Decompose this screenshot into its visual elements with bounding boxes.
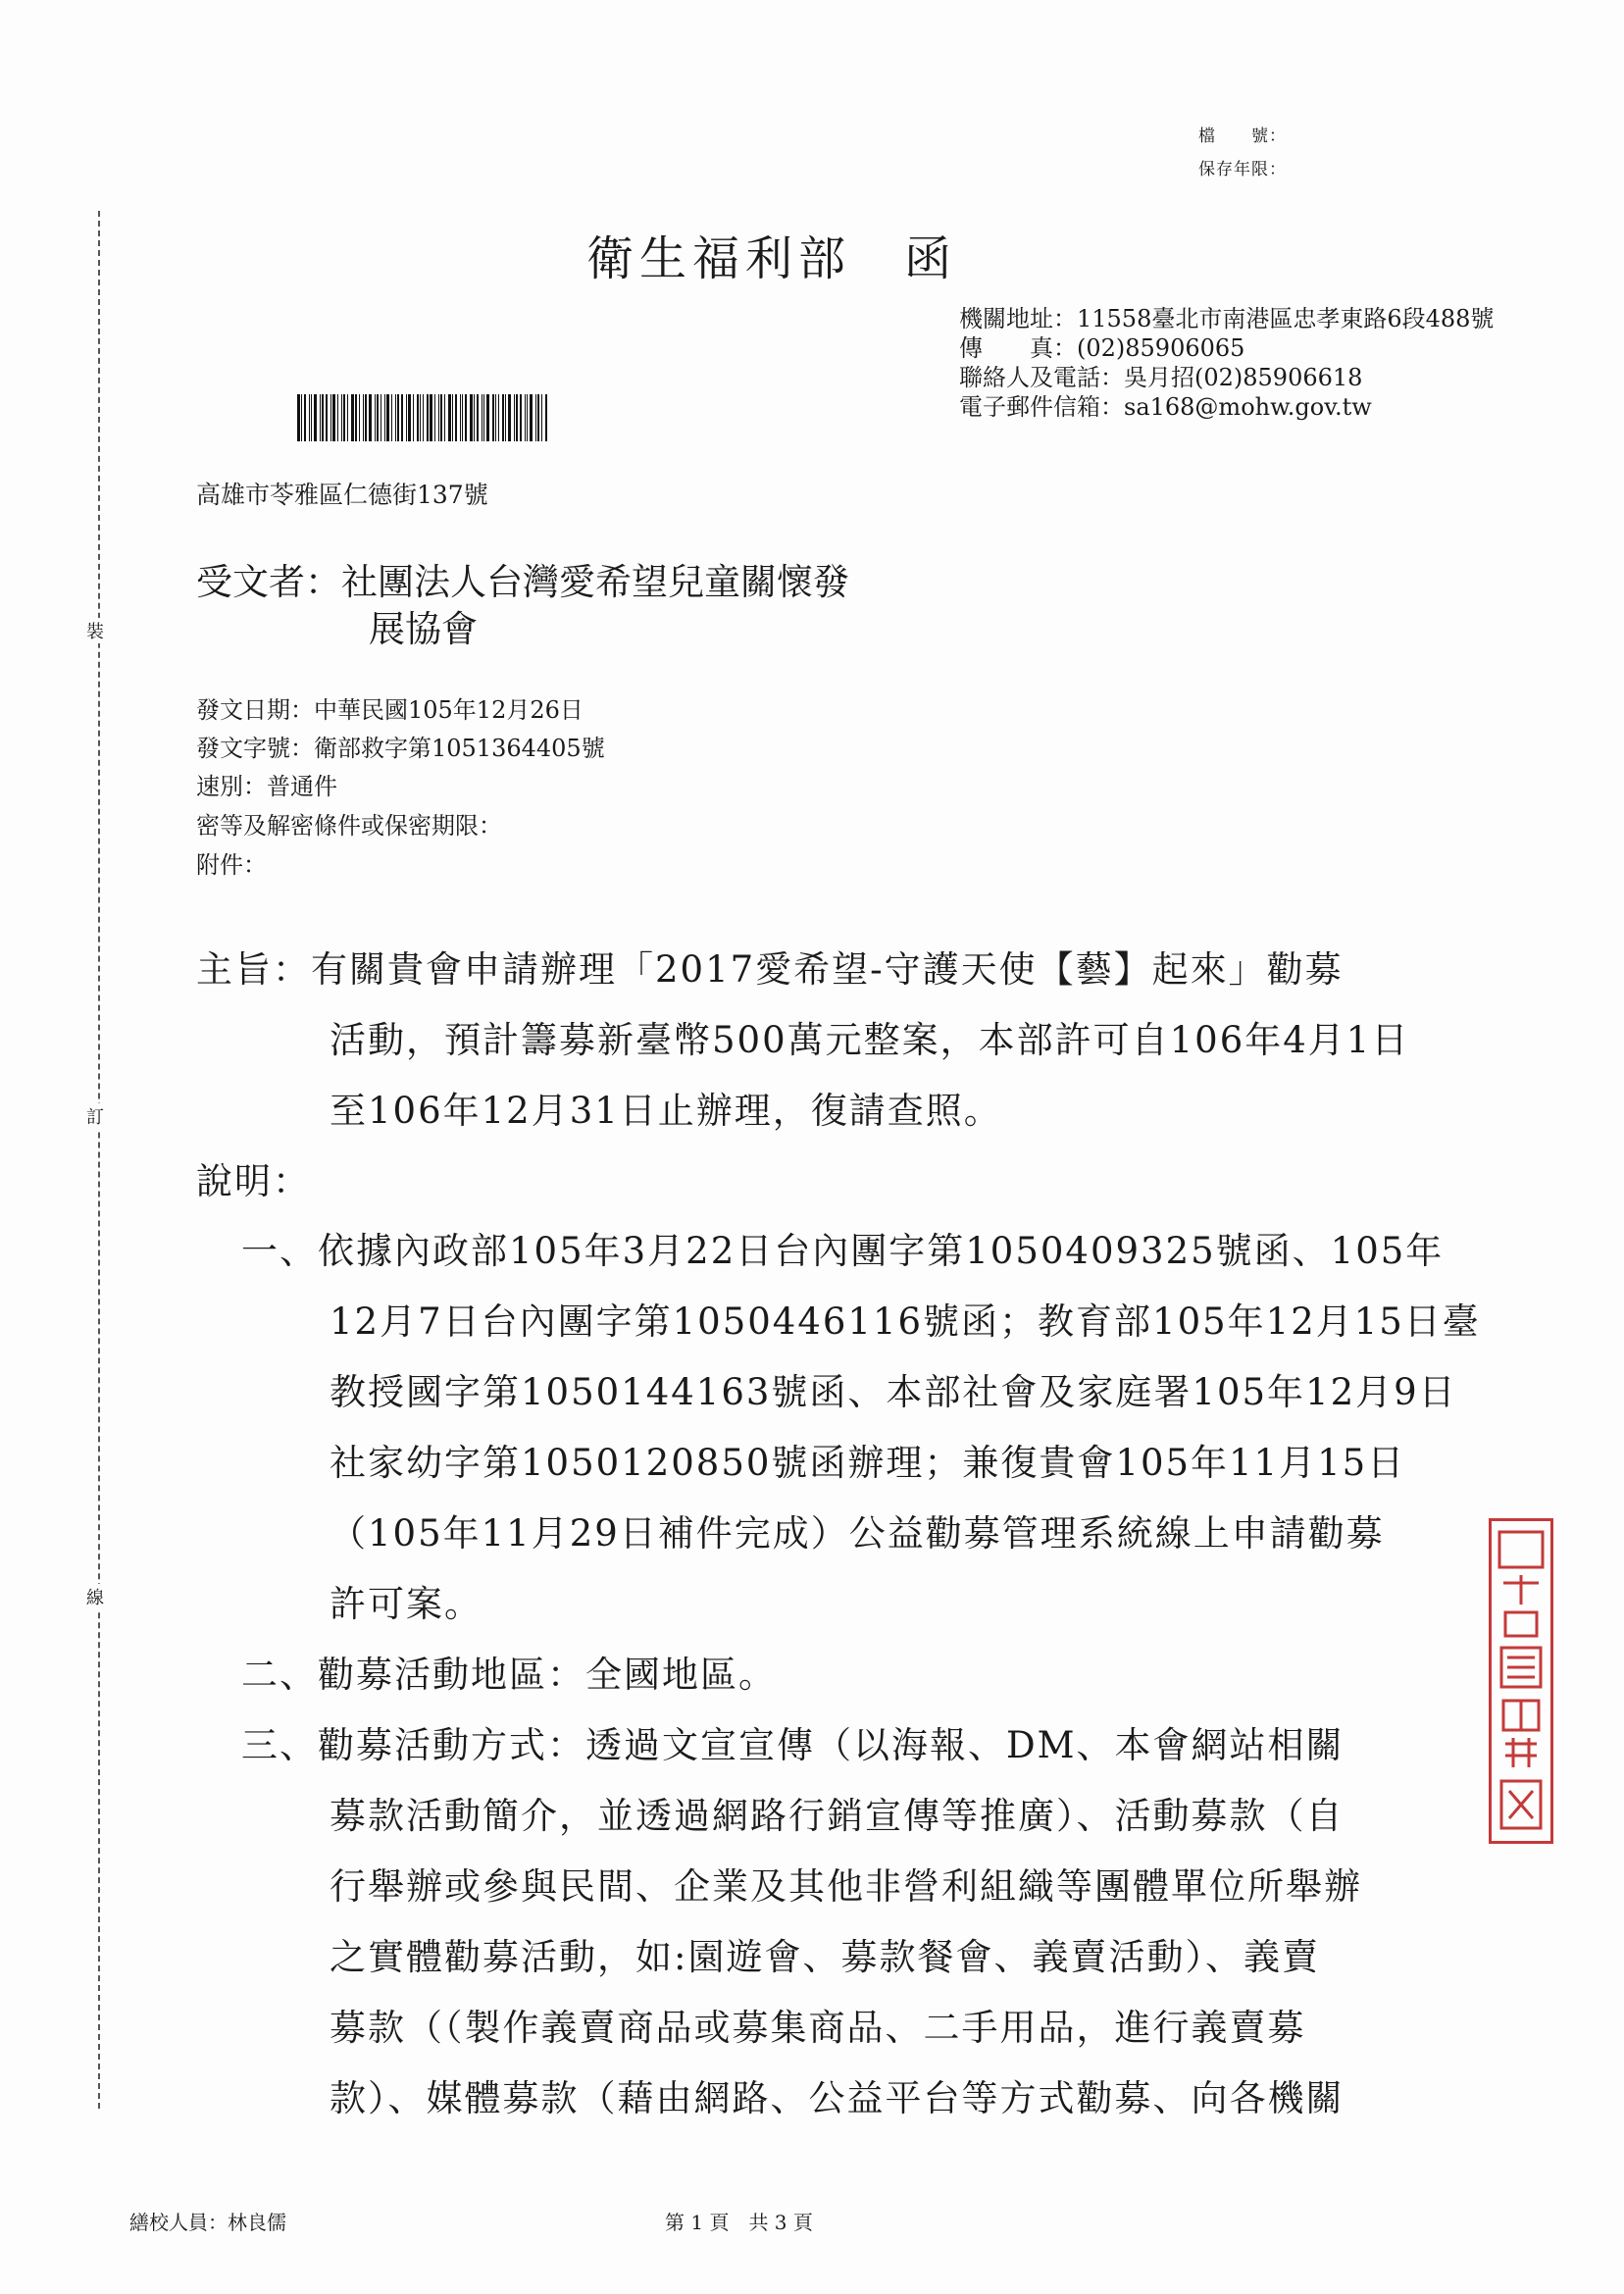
- agency-address: 機關地址：11558臺北市南港區忠孝東路6段488號: [959, 305, 1495, 332]
- barcode-bar: [470, 394, 473, 441]
- barcode-bar: [514, 394, 515, 441]
- barcode-bar: [384, 394, 385, 441]
- barcode-bar: [332, 394, 335, 441]
- barcode-bar: [438, 394, 439, 441]
- barcode-bar: [347, 394, 348, 441]
- barcode-bar: [527, 394, 528, 441]
- barcode-bar: [508, 394, 511, 441]
- barcode-bar: [341, 394, 342, 441]
- document-number: 發文字號：衛部救字第1051364405號: [196, 735, 605, 762]
- barcode-bar: [495, 394, 496, 441]
- issue-date: 發文日期：中華民國105年12月26日: [196, 696, 584, 724]
- retention-period-label: 保存年限：: [1198, 160, 1287, 179]
- barcode-bar: [525, 394, 526, 441]
- item-3-line: 行舉辦或參與民間、企業及其他非營利組織等團體單位所舉辦: [330, 1865, 1362, 1908]
- barcode-bar: [330, 394, 331, 441]
- barcode-bar: [417, 394, 419, 441]
- barcode-bar: [363, 394, 364, 441]
- barcode: [297, 394, 574, 441]
- item-1-line: 許可案。: [330, 1583, 482, 1625]
- item-3-line: 之實體勸募活動，如:園遊會、募款餐會、義賣活動）、義賣: [330, 1936, 1320, 1978]
- item-3-line: 募款活動簡介，並透過網路行銷宣傳等推廣）、活動募款（自: [330, 1795, 1345, 1837]
- item-2-line: 二、勸募活動地區：全國地區。: [241, 1654, 777, 1696]
- barcode-bar: [355, 394, 357, 441]
- binding-mark-xian: 線: [86, 1584, 104, 1609]
- contact-email: 電子郵件信箱：sa168@mohw.gov.tw: [959, 393, 1372, 421]
- page-indicator: 第 1 頁 共 3 頁: [665, 2211, 813, 2234]
- barcode-bar: [375, 394, 376, 441]
- recipient-address: 高雄市苓雅區仁德街137號: [196, 481, 488, 509]
- barcode-bar: [486, 394, 489, 441]
- barcode-bar: [516, 394, 518, 441]
- barcode-bar: [460, 394, 461, 441]
- barcode-bar: [386, 394, 389, 441]
- secrecy-level: 密等及解密條件或保密期限：: [196, 812, 502, 840]
- explanation-label: 說明：: [196, 1160, 311, 1202]
- barcode-bar: [541, 394, 542, 441]
- barcode-bar: [537, 394, 539, 441]
- barcode-bar: [465, 394, 467, 441]
- barcode-bar: [369, 394, 372, 441]
- barcode-bar: [297, 394, 300, 441]
- subject-line: 活動，預計籌募新臺幣500萬元整案，本部許可自106年4月1日: [330, 1019, 1410, 1061]
- recipient: [196, 559, 849, 653]
- barcode-bar: [314, 394, 317, 441]
- barcode-bar: [337, 394, 338, 441]
- binding-mark-ding: 訂: [86, 1103, 104, 1129]
- barcode-bar: [359, 394, 360, 441]
- barcode-bar: [320, 394, 321, 441]
- file-number-label: 檔 號：: [1198, 127, 1287, 146]
- item-3-line: 募款（（製作義賣商品或募集商品、二手用品，進行義賣募: [330, 2007, 1306, 2049]
- barcode-bar: [311, 394, 312, 441]
- subject-line: 至106年12月31日止辦理，復請查照。: [330, 1090, 1002, 1132]
- barcode-bar: [462, 394, 463, 441]
- barcode-bar: [505, 394, 506, 441]
- barcode-bar: [304, 394, 306, 441]
- item-3-line: 款）、媒體募款（藉由網路、公益平台等方式勸募、向各機關: [330, 2077, 1345, 2119]
- recipient-line: 受文者：社團法人台灣愛希望兒童關懷發: [196, 561, 849, 603]
- barcode-bar: [377, 394, 379, 441]
- barcode-bar: [408, 394, 411, 441]
- subject-line: 主旨：有關貴會申請辦理「2017愛希望-守護天使【藝】起來」勸募: [196, 948, 1344, 991]
- barcode-bar: [477, 394, 479, 441]
- item-3-line: 三、勸募活動方式：透過文宣宣傳（以海報、DM、本會網站相關: [241, 1724, 1345, 1766]
- barcode-bar: [365, 394, 367, 441]
- barcode-bar: [343, 394, 345, 441]
- agency-fax: 傳 真：(02)85906065: [959, 334, 1245, 362]
- barcode-bar: [434, 394, 435, 441]
- barcode-bar: [395, 394, 396, 441]
- barcode-bar: [413, 394, 414, 441]
- barcode-bar: [455, 394, 457, 441]
- barcode-bar: [498, 394, 499, 441]
- barcode-bar: [401, 394, 403, 441]
- barcode-bar: [423, 394, 424, 441]
- barcode-bar: [351, 394, 354, 441]
- barcode-bar: [535, 394, 536, 441]
- barcode-bar: [430, 394, 432, 441]
- barcode-bar: [391, 394, 392, 441]
- barcode-bar: [322, 394, 324, 441]
- item-1-line: （105年11月29日補件完成）公益勸募管理系統線上申請勸募: [330, 1512, 1385, 1555]
- barcode-bar: [492, 394, 494, 441]
- barcode-bar: [326, 394, 328, 441]
- item-1-line: 一、依據內政部105年3月22日台內團字第1050409325號函、105年: [241, 1230, 1445, 1272]
- barcode-bar: [440, 394, 442, 441]
- barcode-bar: [420, 394, 421, 441]
- contact-person: 聯絡人及電話：吳月招(02)85906618: [959, 364, 1363, 391]
- barcode-bar: [545, 394, 547, 441]
- barcode-bar: [502, 394, 504, 441]
- attachment: 附件：: [196, 851, 267, 879]
- proofreader: 繕校人員：林良儒: [129, 2211, 286, 2234]
- barcode-bar: [406, 394, 407, 441]
- barcode-bar: [309, 394, 310, 441]
- binding-line: [98, 211, 100, 2109]
- delivery-speed: 速別：普通件: [196, 773, 337, 800]
- binding-mark-zhuang: 裝: [86, 618, 104, 643]
- barcode-bar: [520, 394, 522, 441]
- barcode-bar: [530, 394, 533, 441]
- seal-pattern-icon: [1494, 1524, 1548, 1838]
- document-title: 衛生福利部 函: [586, 231, 958, 286]
- item-1-line: 教授國字第1050144163號函、本部社會及家庭署105年12月9日: [330, 1371, 1457, 1413]
- item-1-line: 12月7日台內團字第1050446116號函；教育部105年12月15日臺: [330, 1300, 1481, 1343]
- barcode-bar: [483, 394, 484, 441]
- barcode-bar: [301, 394, 302, 441]
- barcode-bar: [452, 394, 453, 441]
- barcode-bar: [427, 394, 429, 441]
- barcode-bar: [448, 394, 451, 441]
- official-seal: [1489, 1518, 1553, 1844]
- barcode-bar: [397, 394, 399, 441]
- barcode-bar: [444, 394, 445, 441]
- barcode-bar: [474, 394, 475, 441]
- item-1-line: 社家幼字第1050120850號函辦理；兼復貴會105年11月15日: [330, 1442, 1406, 1484]
- recipient-line: 展協會: [369, 608, 478, 650]
